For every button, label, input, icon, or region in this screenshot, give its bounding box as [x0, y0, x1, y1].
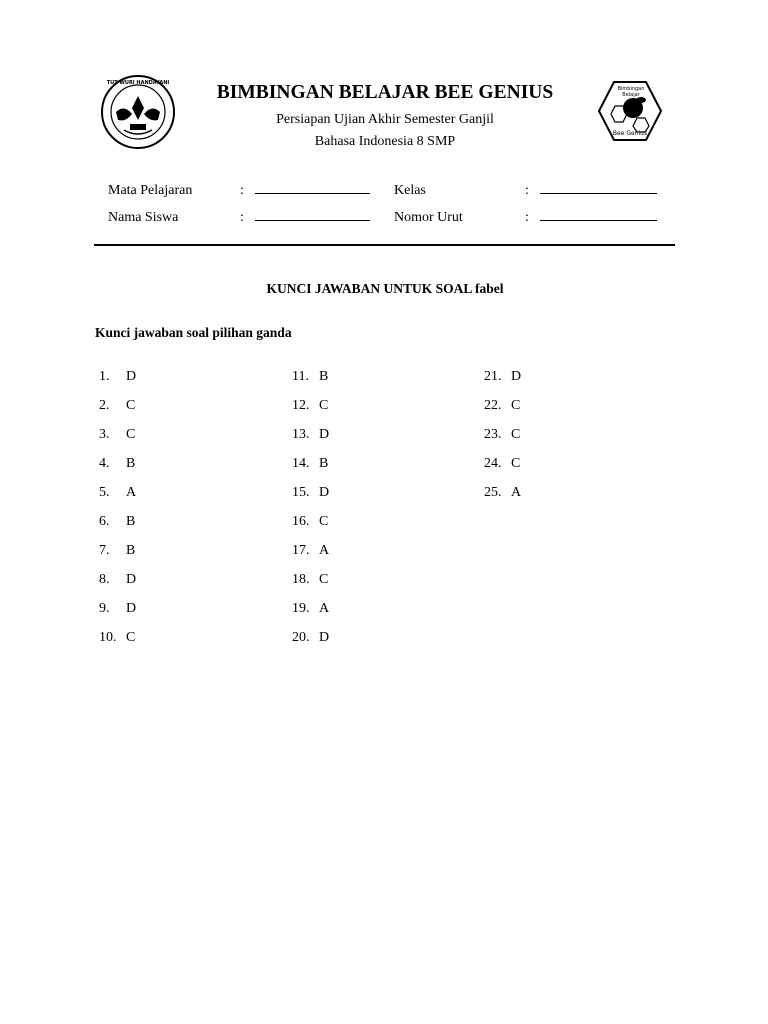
answer-item: 16. C	[292, 514, 329, 529]
answer-item: 18. C	[292, 572, 329, 587]
answer-item: 4. B	[99, 456, 136, 471]
answer-item: 8. D	[99, 572, 137, 587]
answer-item: 11. B	[292, 369, 329, 384]
answer-item: 25. A	[484, 485, 522, 500]
answer-item: 21. D	[484, 369, 522, 384]
label-mata-pelajaran: Mata Pelajaran	[108, 183, 193, 198]
answer-item: 9. D	[99, 601, 137, 616]
answer-item: 3. C	[99, 427, 136, 442]
colon-kelas: :	[525, 183, 529, 198]
right-logo-text-bottom: Bee Genius	[612, 130, 648, 137]
answer-key-heading: KUNCI JAWABAN UNTUK SOAL fabel	[266, 281, 504, 296]
answer-item: 17. A	[292, 543, 330, 558]
answer-item: 12. C	[292, 398, 329, 413]
colon-nomor-urut: :	[525, 210, 529, 225]
answer-item: 22. C	[484, 398, 521, 413]
answer-item: 2. C	[99, 398, 136, 413]
answer-item: 23. C	[484, 427, 521, 442]
subtitle-exam: Persiapan Ujian Akhir Semester Ganjil	[276, 112, 494, 127]
answer-item: 24. C	[484, 456, 521, 471]
colon-nama-siswa: :	[240, 210, 244, 225]
blank-line-nama-siswa	[255, 220, 370, 221]
answer-item: 6. B	[99, 514, 136, 529]
answer-item: 19. A	[292, 601, 330, 616]
answer-item: 5. A	[99, 485, 137, 500]
blank-line-nomor-urut	[540, 220, 657, 221]
answer-item: 14. B	[292, 456, 329, 471]
section-title: Kunci jawaban soal pilihan ganda	[95, 325, 292, 340]
blank-line-kelas	[540, 193, 657, 194]
page-title: BIMBINGAN BELAJAR BEE GENIUS	[216, 82, 554, 103]
label-kelas: Kelas	[394, 183, 426, 198]
answer-item: 10. C	[99, 630, 136, 645]
colon-mata-pelajaran: :	[240, 183, 244, 198]
answer-item: 15. D	[292, 485, 330, 500]
right-logo-text-top: Bimbingan Belajar	[617, 86, 645, 98]
bee-genius-logo	[597, 80, 663, 142]
label-nama-siswa: Nama Siswa	[108, 210, 179, 225]
label-nomor-urut: Nomor Urut	[394, 210, 463, 225]
answer-item: 1. D	[99, 369, 137, 384]
answer-item: 7. B	[99, 543, 136, 558]
answer-item: 20. D	[292, 630, 330, 645]
left-logo-text: TUT WURI HANDAYANI	[106, 80, 170, 86]
subtitle-subject: Bahasa Indonesia 8 SMP	[314, 134, 456, 149]
header-divider	[94, 244, 675, 246]
blank-line-mata-pelajaran	[255, 193, 370, 194]
answer-item: 13. D	[292, 427, 330, 442]
